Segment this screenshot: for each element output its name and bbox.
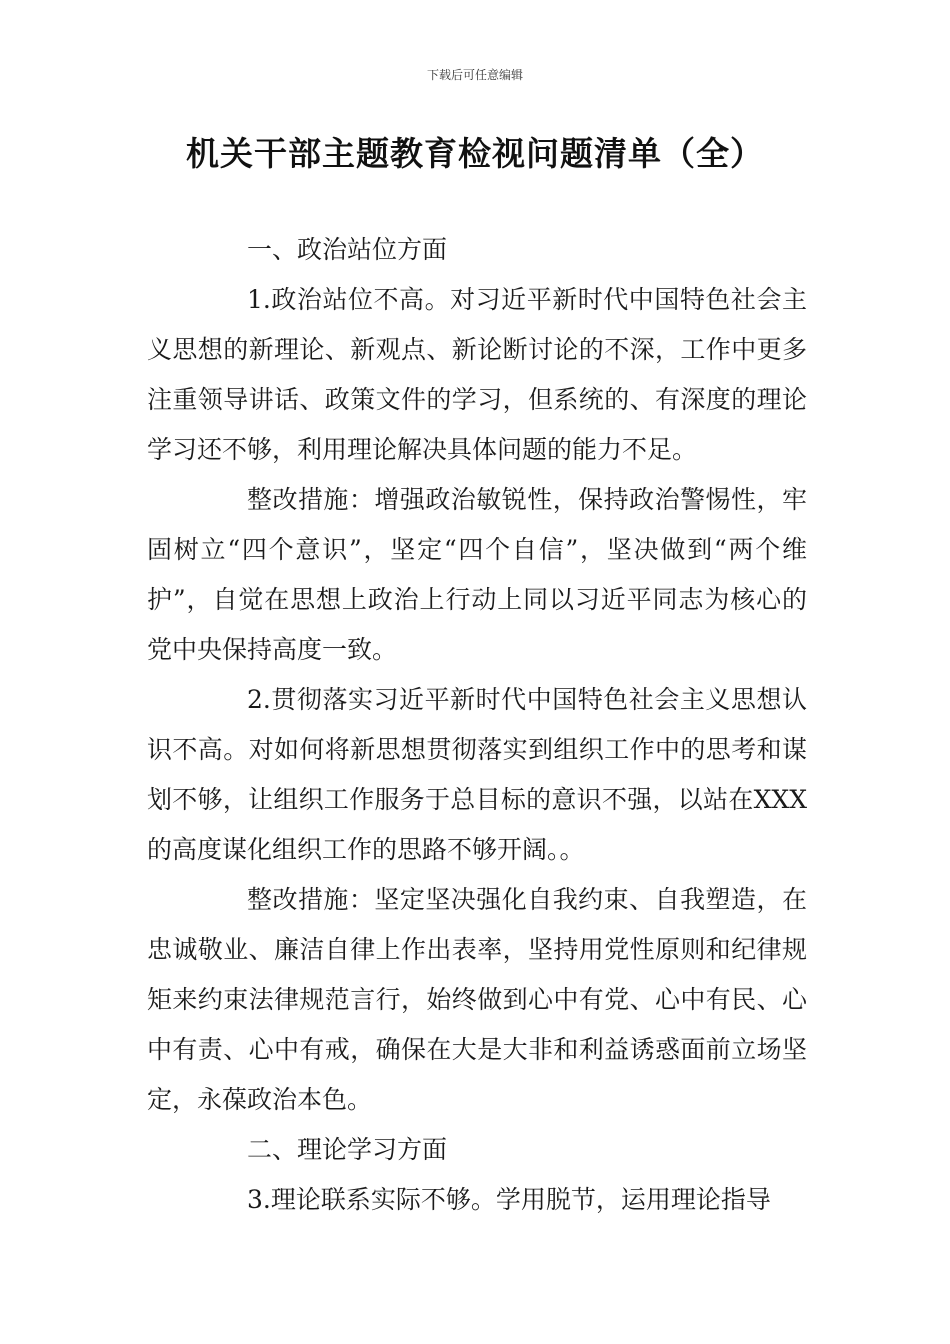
paragraph-item-1: 1.政治站位不高。对习近平新时代中国特色社会主义思想的新理论、新观点、新论断讨论的不深，工作中更多注重领导讲话、政策文件的学习，但系统的、有深度的理论学习还不够，利用理论解决具体问题的能力不足。 (147, 285, 807, 464)
paragraph-measures-2: 整改措施：坚定坚决强化自我约束、自我塑造，在忠诚敬业、廉洁自律上作出表率，坚持用党性原则和纪律规矩来约束法律规范言行，始终做到心中有党、心中有民、心中有责、心中有戒，确保在大是大非和利益诱惑面前立场坚定，永葆政治本色。 (147, 885, 807, 1114)
paragraph-item-3: 3.理论联系实际不够。学用脱节，运用理论指导 (247, 1185, 771, 1214)
section-heading-political: 一、政治站位方面 (247, 235, 448, 264)
header-note: 下载后可任意编辑 (426, 68, 523, 82)
paragraph-measures-1: 整改措施：增强政治敏锐性，保持政治警惕性，牢固树立“四个意识”，坚定“四个自信”，坚决做到“两个维护”，自觉在思想上政治上行动上同以习近平同志为核心的党中央保持高度一致。 (147, 485, 807, 664)
document-title: 机关干部主题教育检视问题清单（全） (186, 134, 764, 173)
document-body (147, 225, 807, 1225)
section-heading-theory: 二、理论学习方面 (247, 1135, 448, 1164)
paragraph-item-2: 2.贯彻落实习近平新时代中国特色社会主义思想认识不高。对如何将新思想贯彻落实到组织工作中的思考和谋划不够，让组织工作服务于总目标的意识不强，以站在XXX的高度谋化组织工作的思路不够开阔。。 (147, 685, 807, 864)
